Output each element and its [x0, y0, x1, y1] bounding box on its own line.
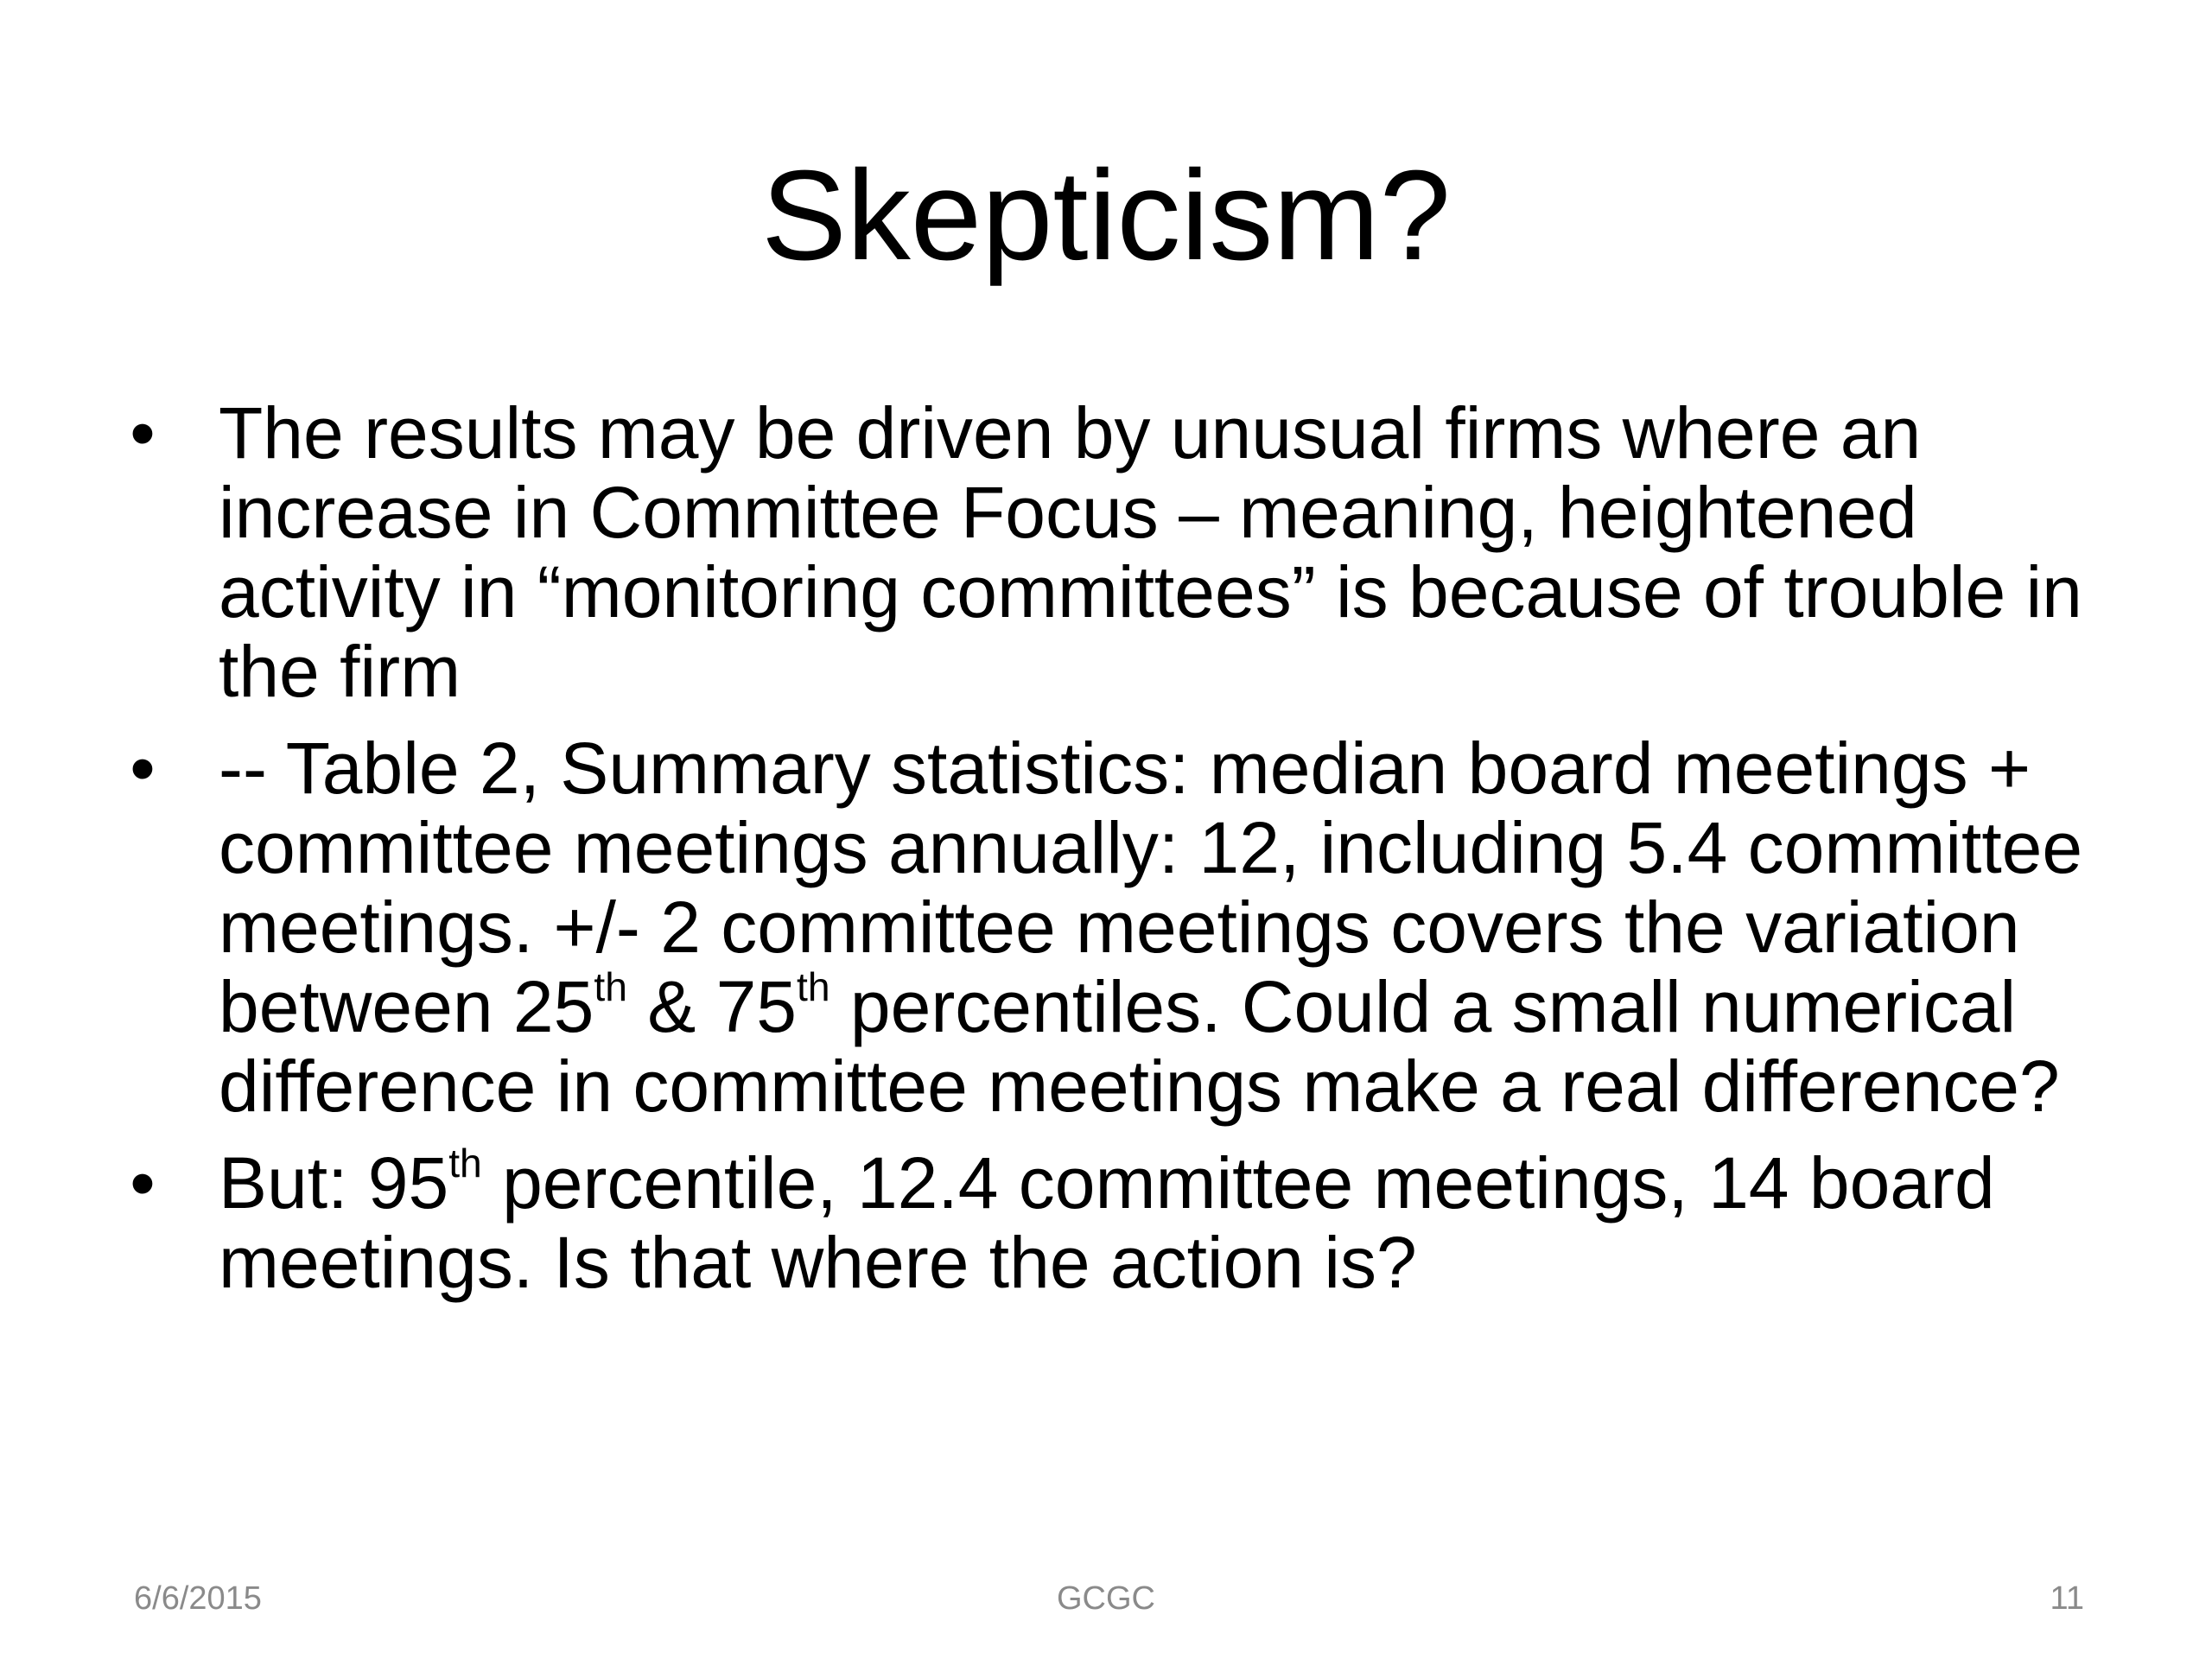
footer-date: 6/6/2015 — [134, 1580, 262, 1617]
bullet-list — [125, 393, 2139, 1319]
bullet-text: & 75 — [626, 966, 798, 1047]
bullet-item — [125, 728, 2139, 1126]
bullet-text: -- Table 2, Summary statistics: median board meetings + committee meetings annually: 12, including 5.4 committee meetings. +/- 2 committee meetings covers the variation between 25 — [219, 728, 2083, 1047]
slide-number: 11 — [2050, 1580, 2084, 1617]
bullet-icon: • — [130, 1142, 156, 1224]
bullet-item — [125, 393, 2139, 711]
superscript: th — [448, 1141, 482, 1186]
bullet-text: But: 95 — [219, 1142, 449, 1224]
bullet-text: The results may be driven by unusual firms where an increase in Committee Focus – meaning, heightened activity in “monitoring committees” is because of trouble in the firm — [219, 392, 2082, 712]
footer-center-text: GCGC — [1057, 1580, 1155, 1617]
bullet-item — [125, 1143, 2139, 1302]
slide-title: Skepticism? — [761, 144, 1451, 287]
superscript: th — [797, 964, 830, 1010]
bullet-text: percentile, 12.4 committee meetings, 14 board meetings. Is that where the action is? — [219, 1142, 1995, 1303]
bullet-text: percentiles. Could a small numerical difference in committee meetings make a real difference? — [219, 966, 2060, 1127]
bullet-icon: • — [130, 392, 156, 474]
superscript: th — [594, 964, 627, 1010]
bullet-icon: • — [130, 728, 156, 809]
